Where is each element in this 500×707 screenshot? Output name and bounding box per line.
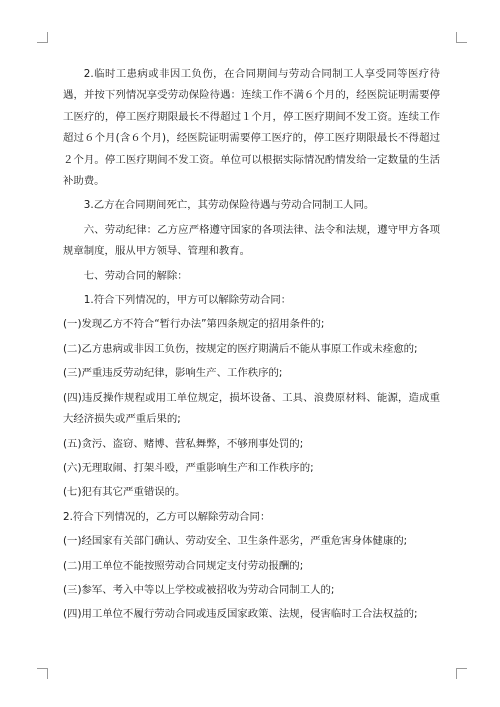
list-item-a-3: (三)严重违反劳动纪律，影响生产、工作秩序的; bbox=[63, 367, 283, 380]
list-item-a-1: (一)发现乙方不符合“暂行办法”第四条规定的招用条件的; bbox=[63, 318, 325, 331]
list-item-b-3: (三)参军、考入中等以上学校或被招收为劳动合同制工人的; bbox=[63, 583, 335, 596]
paragraph-party-a-termination-intro: 1.符合下列情况的，甲方可以解除劳动合同： bbox=[83, 294, 292, 307]
crop-mark-top-left bbox=[37, 32, 48, 43]
crop-mark-bottom-right bbox=[456, 668, 467, 679]
paragraph-temporary-worker-illness: 2.临时工患病或非因工负伤，在合同期间与劳动合同制工人享受同等医疗待遇，并按下列情况享受劳动保险待遇：连续工作不满６个月的，经医院证明需要停工医疗的，停工医疗期限最长不得超过１个月，停工医疗期间不发工资。连续工作超过６个月(含６个月)，经医院证明需要停工医疗的，停工医疗期限最长不得超过２个月。停工医疗期间不发工资。单位可以根据实际情况酌情发给一定数量的生活补助费。 bbox=[63, 68, 440, 188]
document-body bbox=[63, 64, 440, 626]
list-item-b-1: (一)经国家有关部门确认、劳动安全、卫生条件恶劣，严重危害身体健康的; bbox=[63, 535, 408, 548]
list-item-a-5: (五)贪污、盗窃、赌博、营私舞弊，不够刑事处罚的; bbox=[63, 437, 304, 450]
crop-mark-bottom-left bbox=[37, 668, 48, 679]
list-item-a-2: (二)乙方患病或非因工负伤，按规定的医疗期满后不能从事原工作或未痊愈的; bbox=[63, 342, 418, 355]
list-item-a-6: (六)无理取闹、打架斗殴，严重影响生产和工作秩序的; bbox=[63, 461, 314, 474]
list-item-a-4: (四)违反操作规程或用工单位规定，损坏设备、工具、浪费原材料、能源，造成重大经济损失或严重后果的; bbox=[63, 391, 440, 426]
list-item-b-4: (四)用工单位不履行劳动合同或违反国家政策、法规，侵害临时工合法权益的; bbox=[63, 608, 418, 621]
heading-contract-termination: 七、劳动合同的解除： bbox=[83, 269, 188, 282]
paragraph-labor-discipline: 六、劳动纪律：乙方应严格遵守国家的各项法律、法令和法规，遵守甲方各项规章制度，服从甲方领导、管理和教育。 bbox=[63, 223, 440, 258]
paragraph-death-during-contract: 3.乙方在合同期间死亡，其劳动保险待遇与劳动合同制工人同。 bbox=[83, 199, 375, 212]
list-item-a-7: (七)犯有其它严重错误的。 bbox=[63, 486, 186, 499]
paragraph-party-b-termination-intro: 2.符合下列情况的，乙方可以解除劳动合同： bbox=[63, 510, 271, 523]
crop-mark-top-right bbox=[456, 32, 467, 43]
list-item-b-2: (二)用工单位不能按照劳动合同规定支付劳动报酬的; bbox=[63, 559, 304, 572]
